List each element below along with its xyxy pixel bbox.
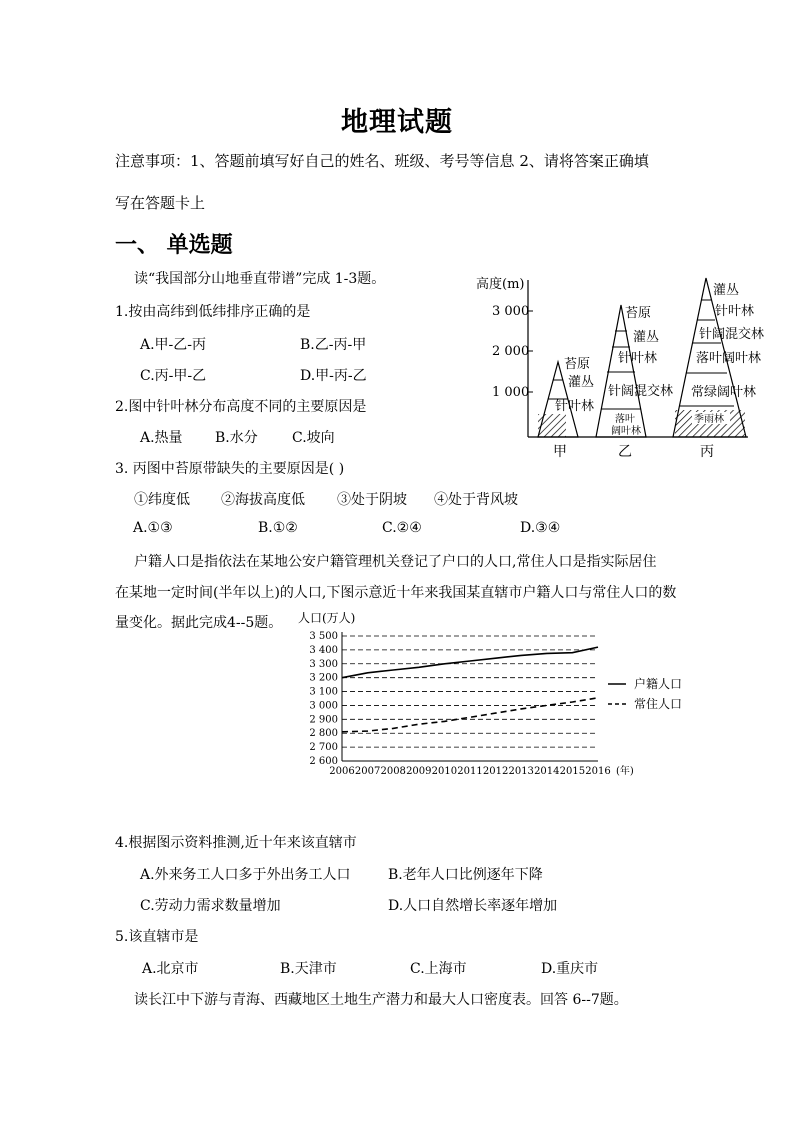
mountain-yi (596, 305, 673, 437)
jia-zone-conifer: 针叶林 (555, 399, 595, 414)
q1-option-d: D.甲-丙-乙 (300, 368, 367, 384)
chart-ylabel: 人口(万人) (298, 611, 356, 625)
x-tick-label: 2012 (482, 766, 509, 777)
y-tick-label: 2 700 (309, 742, 338, 754)
x-tick-label: 2007 (354, 766, 381, 777)
mountain-jia (538, 357, 594, 437)
y-tick-label: 2 800 (309, 728, 338, 740)
q4-option-b: B.老年人口比例逐年下降 (388, 867, 543, 883)
bing-zone-evergreen: 常绿阔叶林 (691, 385, 757, 400)
q5-option-a: A.北京市 (142, 961, 199, 977)
jia-zone-shrub: 灌丛 (568, 375, 595, 390)
y-tick-label: 2 600 (309, 756, 338, 767)
q2-option-a: A.热量 (140, 430, 183, 446)
q3-option-c: C.②④ (382, 520, 422, 536)
q3-choice-2: ②海拔高度低 (221, 492, 305, 508)
q3-stem: 3. 丙图中苔原带缺失的主要原因是( ) (115, 461, 345, 477)
q5-stem: 5.该直辖市是 (115, 929, 199, 945)
intro-1: 读“我国部分山地垂直带谱”完成 1-3题。 (134, 271, 386, 287)
mountain-name-jia: 甲 (553, 444, 567, 460)
q1-option-c: C.丙-甲-乙 (140, 368, 207, 384)
yi-zone-deciduous-2: 阔叶林 (611, 426, 641, 437)
x-tick-label: 2006 (329, 766, 355, 777)
legend-label-huji: 户籍人口 (634, 677, 683, 691)
bing-zone-deciduous: 落叶阔叶林 (696, 351, 762, 366)
q5-option-b: B.天津市 (280, 961, 337, 977)
q5-option-c: C.上海市 (410, 961, 467, 977)
q3-choice-4: ④处于背风坡 (434, 492, 518, 508)
population-chart (290, 608, 710, 783)
q3-option-a: A.①③ (133, 520, 173, 536)
yi-zone-mixed: 针阔混交林 (608, 384, 674, 399)
q4-stem: 4.根据图示资料推测,近十年来该直辖市 (115, 835, 357, 851)
mountain-bing (673, 278, 764, 437)
y-tick-label: 3 000 (309, 700, 338, 712)
q2-stem: 2.图中针叶林分布高度不同的主要原因是 (115, 399, 367, 415)
q5-option-d: D.重庆市 (541, 961, 599, 977)
section-heading: 一、 单选题 (115, 232, 233, 258)
intro-2-line-3: 量变化。据此完成4--5题。 (115, 615, 283, 631)
q4-option-a: A.外来务工人口多于外出务工人口 (140, 867, 351, 883)
bing-zone-conifer: 针叶林 (715, 304, 755, 319)
q1-option-a: A.甲-乙-丙 (140, 337, 207, 353)
x-tick-label: 2015 (559, 766, 586, 777)
x-tick-label: 2010 (431, 766, 458, 777)
yi-zone-conifer: 针叶林 (618, 351, 658, 366)
notice-line-2: 写在答题卡上 (115, 194, 206, 212)
mountain-name-yi: 乙 (618, 444, 632, 460)
notice-line-1: 注意事项：1、答题前填写好自己的姓名、班级、考号等信息 2、请将答案正确填 (115, 152, 649, 170)
q4-option-d: D.人口自然增长率逐年增加 (388, 898, 558, 914)
mountain-ytick-2000: 2 000 (492, 344, 530, 359)
yi-zone-tundra: 苔原 (625, 306, 652, 321)
chart-x-unit: (年) (616, 766, 634, 777)
bing-zone-shrub: 灌丛 (713, 283, 740, 298)
q2-option-b: B.水分 (215, 430, 258, 446)
x-tick-label: 2009 (406, 766, 432, 777)
legend-label-changzhu: 常住人口 (634, 697, 683, 711)
q3-option-b: B.①② (258, 520, 298, 536)
y-tick-label: 3 100 (309, 686, 338, 698)
mountain-name-bing: 丙 (700, 444, 714, 460)
x-tick-label: 2014 (534, 766, 560, 777)
mountain-zonation-figure (470, 270, 780, 466)
intro-2-line-2: 在某地一定时间(半年以上)的人口,下图示意近十年来我国某直辖市户籍人口与常住人口的数 (115, 585, 677, 601)
q1-stem: 1.按由高纬到低纬排序正确的是 (115, 304, 311, 320)
q3-choice-1: ①纬度低 (134, 492, 190, 508)
q2-option-c: C.坡向 (292, 430, 335, 446)
series-line-huji (342, 647, 598, 678)
yi-zone-shrub: 灌丛 (633, 330, 660, 345)
jia-zone-tundra: 苔原 (564, 357, 591, 372)
x-tick-label: 2011 (457, 766, 483, 777)
y-tick-label: 3 400 (309, 644, 338, 656)
intro-2-line-1: 户籍人口是指依法在某地公安户籍管理机关登记了户口的人口,常住人口是指实际居住 (134, 554, 657, 570)
mountain-ytick-1000: 1 000 (492, 385, 530, 400)
mountain-ylabel: 高度(m) (476, 277, 525, 292)
q3-choice-3: ③处于阴坡 (337, 492, 407, 508)
y-tick-label: 3 200 (309, 672, 338, 684)
page-title: 地理试题 (341, 107, 453, 138)
q3-option-d: D.③④ (520, 520, 561, 536)
y-tick-label: 2 900 (309, 714, 338, 726)
x-tick-label: 2016 (585, 766, 611, 777)
q1-option-b: B.乙-丙-甲 (300, 337, 367, 353)
series-line-changzhu (342, 698, 598, 732)
bing-zone-mixed: 针阔混交林 (699, 327, 765, 342)
mountain-ytick-3000: 3 000 (492, 304, 530, 319)
y-tick-label: 3 500 (309, 631, 338, 642)
y-tick-label: 3 300 (309, 658, 338, 670)
x-tick-label: 2013 (508, 766, 534, 777)
x-tick-label: 2008 (380, 766, 406, 777)
yi-zone-deciduous-1: 落叶 (615, 414, 635, 425)
intro-3: 读长江中下游与青海、西藏地区土地生产潜力和最大人口密度表。回答 6--7题。 (134, 992, 628, 1008)
q4-option-c: C.劳动力需求数量增加 (140, 898, 281, 914)
bing-zone-monsoon: 季雨林 (694, 414, 724, 425)
